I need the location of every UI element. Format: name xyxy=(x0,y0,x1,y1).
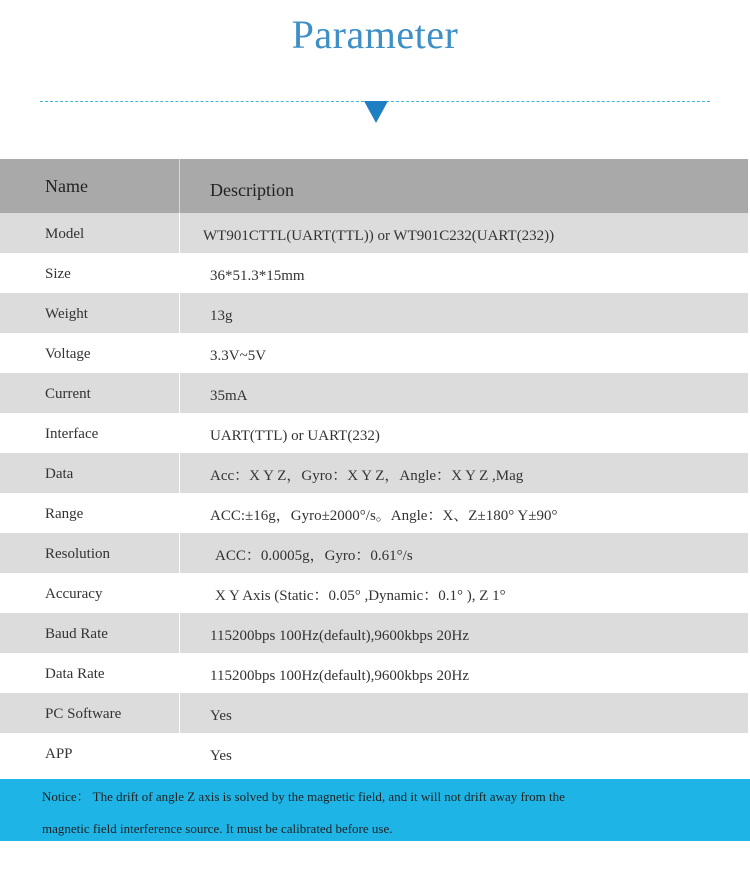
row-name: Accuracy xyxy=(45,586,103,602)
page-title: Parameter xyxy=(291,12,459,57)
header-name: Name xyxy=(45,176,88,196)
row-value: 36*51.3*15mm xyxy=(210,268,305,284)
row-value: 115200bps 100Hz(default),9600kbps 20Hz xyxy=(210,668,469,684)
row-value: WT901CTTL(UART(TTL)) or WT901C232(UART(232)) xyxy=(203,228,555,244)
column-separator xyxy=(179,159,180,213)
row-value: Acc：X Y Z，Gyro：X Y Z，Angle：X Y Z ,Mag xyxy=(210,468,524,484)
header-description: Description xyxy=(210,180,294,200)
row-name: Data xyxy=(45,466,74,482)
column-separator xyxy=(179,213,180,253)
table-row xyxy=(0,453,748,493)
row-value: Yes xyxy=(210,708,232,724)
parameter-table xyxy=(0,159,748,773)
table-row xyxy=(0,293,748,333)
row-name: Range xyxy=(45,506,84,522)
notice-banner xyxy=(0,779,750,841)
triangle-down-icon xyxy=(364,101,388,123)
table-row xyxy=(0,213,748,253)
table-row xyxy=(0,653,748,693)
table-row xyxy=(0,253,748,293)
table-row xyxy=(0,493,748,533)
table-row xyxy=(0,373,748,413)
column-separator xyxy=(179,693,180,733)
column-separator xyxy=(179,373,180,413)
notice-line-1: Notice： The drift of angle Z axis is solved by the magnetic field, and it will not drift away from the xyxy=(42,789,565,804)
row-name: Resolution xyxy=(45,546,111,562)
column-separator xyxy=(179,613,180,653)
column-separator xyxy=(179,533,180,573)
column-separator xyxy=(179,453,180,493)
row-value: ACC:±16g，Gyro±2000°/s。Angle：X、Z±180° Y±90° xyxy=(210,508,558,524)
row-value: 3.3V~5V xyxy=(210,348,267,364)
table-row xyxy=(0,693,748,733)
table-header-row xyxy=(0,159,748,213)
table-row xyxy=(0,573,748,613)
row-value: Yes xyxy=(210,748,232,764)
row-name: Model xyxy=(45,226,85,242)
row-value: 13g xyxy=(210,308,233,324)
row-value: X Y Axis (Static：0.05° ,Dynamic：0.1° ), Z 1° xyxy=(215,588,506,604)
row-name: Baud Rate xyxy=(45,626,108,642)
row-name: APP xyxy=(45,746,73,762)
row-value: 115200bps 100Hz(default),9600kbps 20Hz xyxy=(210,628,469,644)
row-value: UART(TTL) or UART(232) xyxy=(210,428,380,444)
table-row xyxy=(0,613,748,653)
table-row xyxy=(0,413,748,453)
table-row xyxy=(0,733,748,773)
row-value: 35mA xyxy=(210,388,248,404)
table-row xyxy=(0,333,748,373)
column-separator xyxy=(179,293,180,333)
row-name: Current xyxy=(45,386,91,402)
notice-line-2: magnetic field interference source. It must be calibrated before use. xyxy=(42,821,393,836)
row-name: Interface xyxy=(45,426,99,442)
row-name: Data Rate xyxy=(45,666,105,682)
row-name: Size xyxy=(45,266,71,282)
row-value: ACC：0.0005g，Gyro：0.61°/s xyxy=(215,548,413,564)
row-name: PC Software xyxy=(45,706,122,722)
row-name: Voltage xyxy=(45,346,91,362)
row-name: Weight xyxy=(45,306,88,322)
table-row xyxy=(0,533,748,573)
